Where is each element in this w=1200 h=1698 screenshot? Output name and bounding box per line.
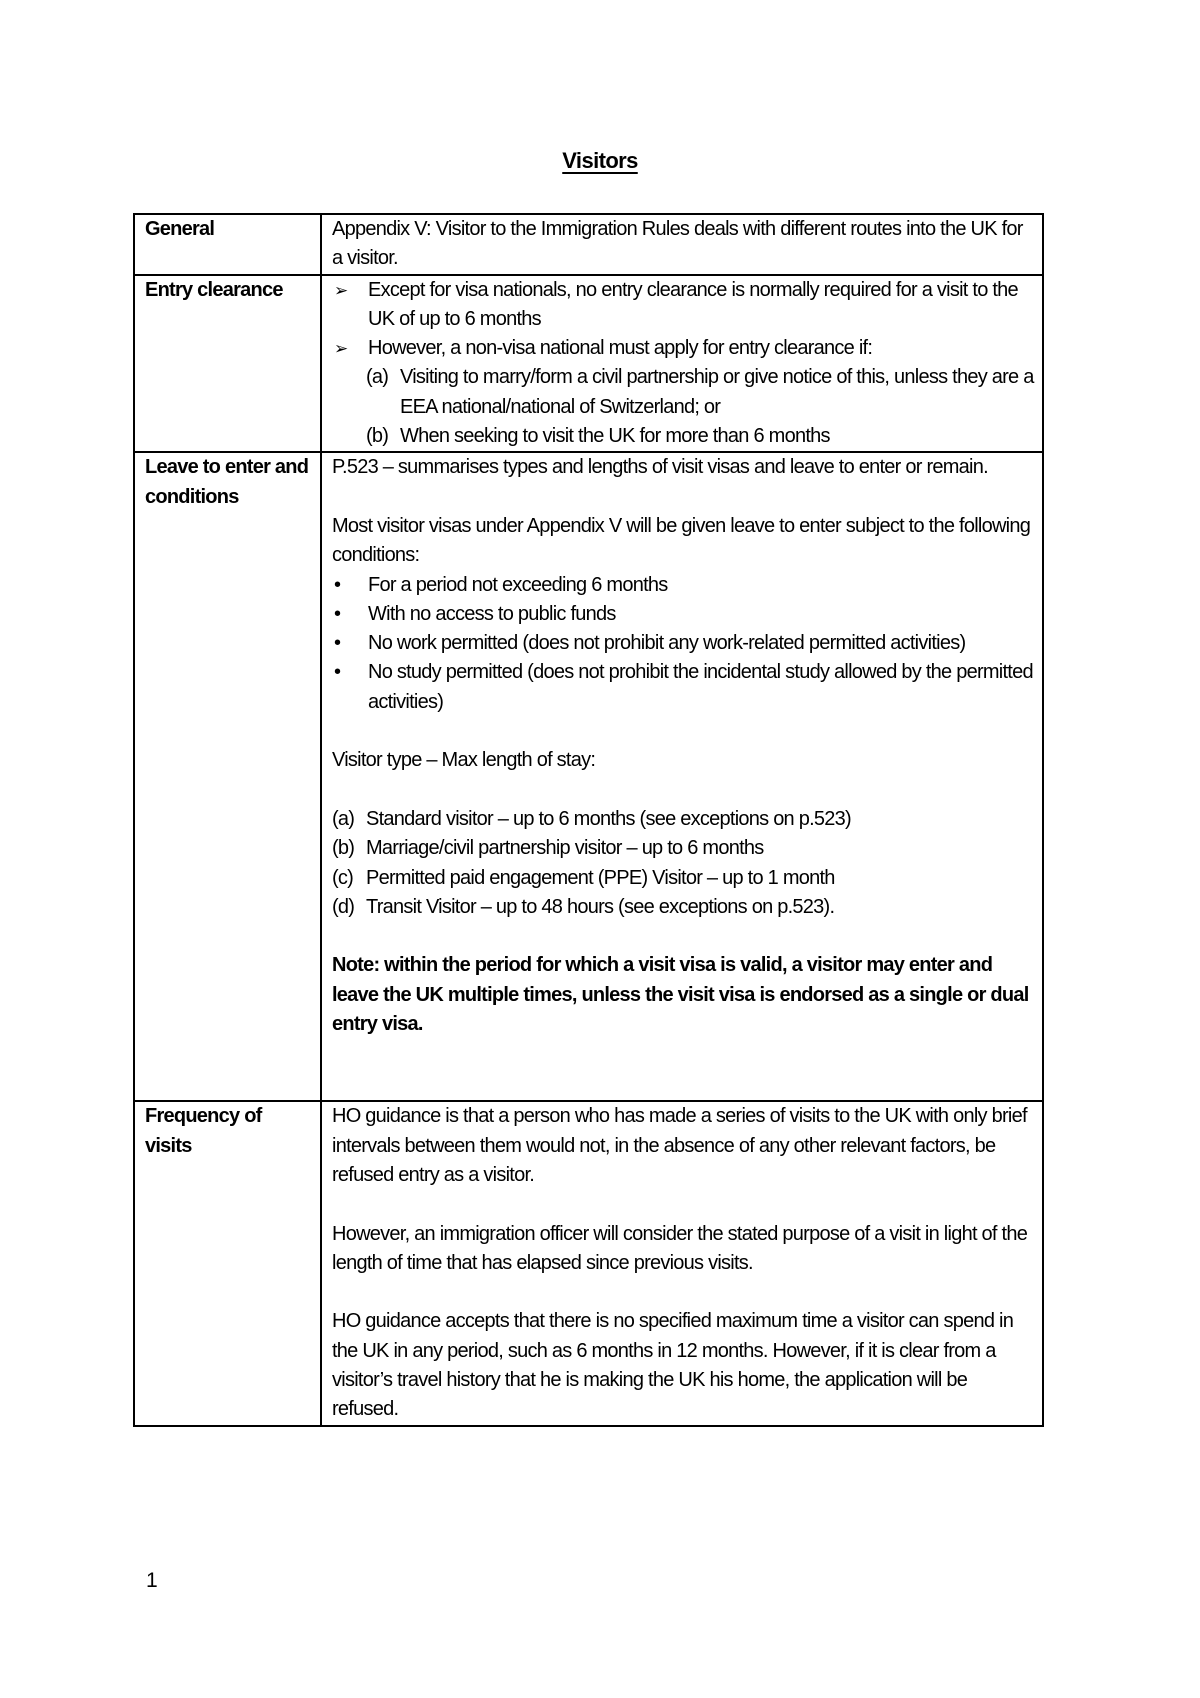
row-label-entry-clearance: Entry clearance bbox=[134, 275, 321, 453]
condition-text: For a period not exceeding 6 months bbox=[368, 573, 668, 596]
visitor-type-marker: (a) bbox=[332, 807, 355, 830]
row-content-general bbox=[321, 214, 1043, 275]
row-content-leave-to-enter bbox=[321, 452, 1043, 1101]
page-number: 1 bbox=[146, 1569, 158, 1592]
visitor-type-item bbox=[332, 893, 1034, 922]
condition-list-item bbox=[332, 629, 1034, 658]
document-title: Visitors bbox=[562, 148, 638, 173]
condition-text: No work permitted (does not prohibit any work-related permitted activities) bbox=[368, 632, 966, 655]
visitor-type-text: Standard visitor – up to 6 months (see exceptions on p.523) bbox=[366, 807, 851, 830]
multiple-entry-note: Note: within the period for which a visit visa is valid, a visitor may enter and leave the UK multiple times, unless the visit visa is endorsed as a single or dual entry visa. bbox=[332, 954, 1029, 1036]
visitor-type-marker: (b) bbox=[332, 837, 355, 860]
row-label-general: General bbox=[134, 214, 321, 275]
visitor-type-marker: (d) bbox=[332, 895, 355, 918]
frequency-paragraph: HO guidance accepts that there is no specified maximum time a visitor can spend in the UK in any period, such as 6 months in 12 months. However, if it is clear from a visitor’s travel history that he is making the UK his home, the application will be refused. bbox=[332, 1310, 1014, 1421]
visitor-type-text: Permitted paid engagement (PPE) Visitor – up to 1 month bbox=[366, 866, 835, 889]
bullet-icon: • bbox=[334, 661, 341, 684]
arrow-item-text: However, a non-visa national must apply for entry clearance if: bbox=[368, 337, 873, 360]
condition-list-item bbox=[332, 571, 1034, 600]
visitor-type-marker: (c) bbox=[332, 866, 354, 889]
leave-intro: P.523 – summarises types and lengths of visit visas and leave to enter or remain. bbox=[332, 456, 988, 479]
condition-text: With no access to public funds bbox=[368, 602, 616, 625]
condition-list-item bbox=[332, 658, 1034, 717]
row-content-entry-clearance bbox=[321, 275, 1043, 453]
arrow-bullet-icon: ➢ bbox=[334, 339, 348, 359]
visitors-table bbox=[133, 213, 1044, 1427]
sub-list-item bbox=[366, 422, 1034, 451]
sub-item-marker: (a) bbox=[366, 366, 389, 389]
visitor-type-item bbox=[332, 864, 1034, 893]
bullet-icon: • bbox=[334, 632, 341, 655]
visitor-type-item bbox=[332, 834, 1034, 863]
frequency-paragraph: However, an immigration officer will consider the stated purpose of a visit in light of the length of time that has elapsed since previous visits. bbox=[332, 1222, 1028, 1274]
sub-list-item bbox=[366, 363, 1034, 422]
table-row-frequency-of-visits bbox=[134, 1101, 1043, 1425]
general-paragraph: Appendix V: Visitor to the Immigration Rules deals with different routes into the UK for a visitor. bbox=[332, 218, 1023, 270]
entry-sub-list bbox=[332, 363, 1034, 451]
row-label-leave-to-enter: Leave to enter and conditions bbox=[134, 452, 321, 1101]
sub-item-text: Visiting to marry/form a civil partnership or give notice of this, unless they are a EEA national/national of Switzerland; or bbox=[400, 366, 1034, 418]
arrow-bullet-icon: ➢ bbox=[334, 280, 348, 300]
table-row-entry-clearance bbox=[134, 275, 1043, 453]
arrow-item-text: Except for visa nationals, no entry clearance is normally required for a visit to the UK of up to 6 months bbox=[368, 278, 1018, 330]
condition-text: No study permitted (does not prohibit the incidental study allowed by the permitted activities) bbox=[368, 661, 1033, 713]
arrow-list-item bbox=[332, 334, 1034, 363]
row-content-frequency-of-visits bbox=[321, 1101, 1043, 1425]
bullet-icon: • bbox=[334, 602, 341, 625]
table-row-general bbox=[134, 214, 1043, 275]
arrow-list-item bbox=[332, 276, 1034, 335]
visitor-type-heading: Visitor type – Max length of stay: bbox=[332, 749, 596, 772]
bullet-icon: • bbox=[334, 573, 341, 596]
row-label-frequency-of-visits: Frequency of visits bbox=[134, 1101, 321, 1425]
visitor-type-item bbox=[332, 805, 1034, 834]
condition-list-item bbox=[332, 600, 1034, 629]
table-row-leave-to-enter bbox=[134, 452, 1043, 1101]
sub-item-text: When seeking to visit the UK for more than 6 months bbox=[400, 425, 830, 448]
visitor-type-text: Transit Visitor – up to 48 hours (see exceptions on p.523). bbox=[366, 895, 835, 918]
visitor-type-text: Marriage/civil partnership visitor – up to 6 months bbox=[366, 837, 764, 860]
sub-item-marker: (b) bbox=[366, 425, 389, 448]
frequency-paragraph: HO guidance is that a person who has made a series of visits to the UK with only brief intervals between them would not, in the absence of any other relevant factors, be refused entry as a visitor. bbox=[332, 1105, 1027, 1186]
conditions-intro: Most visitor visas under Appendix V will be given leave to enter subject to the following conditions: bbox=[332, 514, 1031, 567]
